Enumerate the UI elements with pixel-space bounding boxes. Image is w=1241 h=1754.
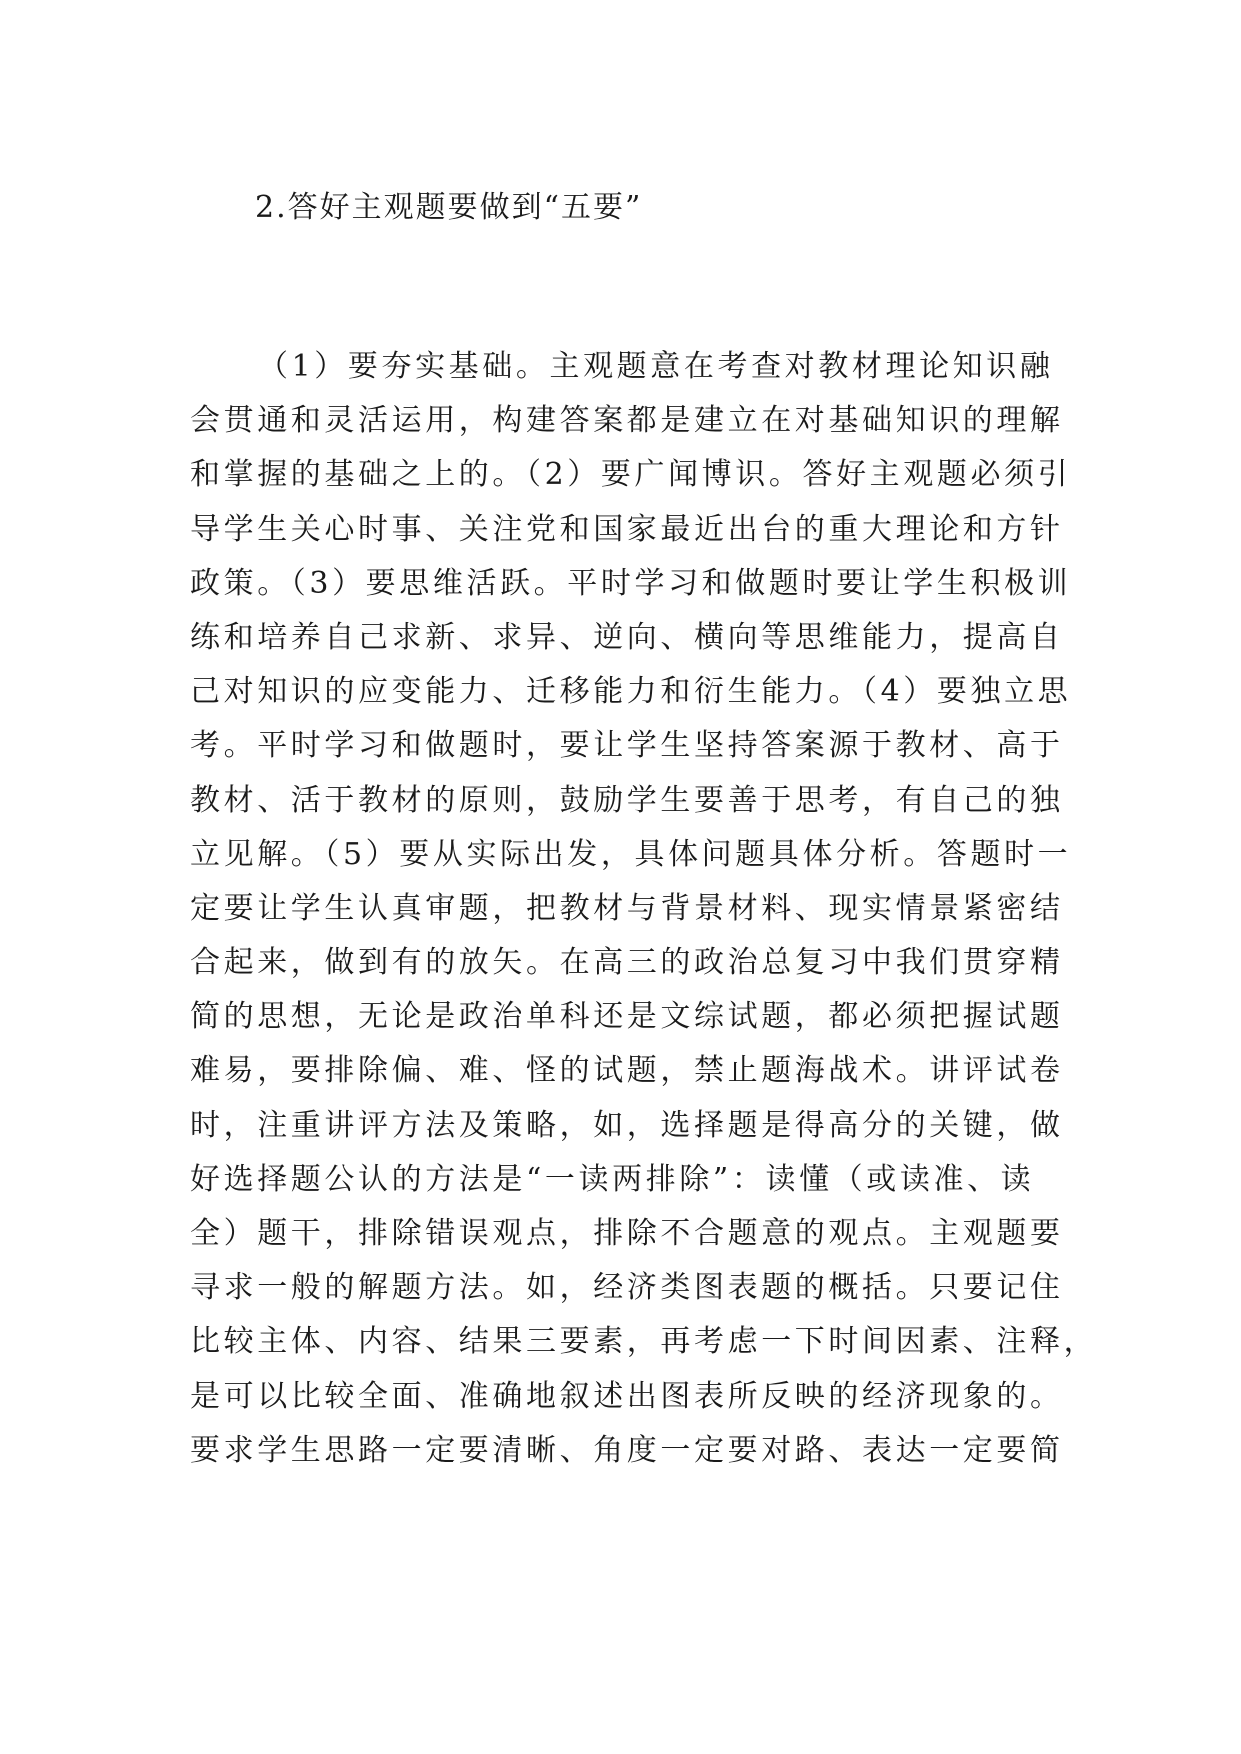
paragraph-line: 要求学生思路一定要清晰、角度一定要对路、表达一定要简 <box>190 1432 1064 1468</box>
paragraph-line: 练和培养自己求新、求异、逆向、横向等思维能力，提高自 <box>190 619 1064 655</box>
paragraph-line: 考。平时学习和做题时，要让学生坚持答案源于教材、高于 <box>190 728 1064 764</box>
paragraph-line: 简的思想，无论是政治单科还是文综试题，都必须把握试题 <box>190 999 1064 1035</box>
paragraph-line: （1）要夯实基础。主观题意在考查对教材理论知识融 <box>258 349 1054 384</box>
paragraph-line: 比较主体、内容、结果三要素，再考虑一下时间因素、注释， <box>190 1324 1098 1360</box>
paragraph-line: 导学生关心时事、关注党和国家最近出台的重大理论和方针 <box>190 511 1064 547</box>
paragraph-line: 会贯通和灵活运用，构建答案都是建立在对基础知识的理解 <box>190 403 1064 439</box>
paragraph-line: 和掌握的基础之上的。（2）要广闻博识。答好主观题必须引 <box>190 457 1072 493</box>
paragraph-line: 定要让学生认真审题，把教材与背景材料、现实情景紧密结 <box>190 890 1064 926</box>
paragraph-line: 全）题干，排除错误观点，排除不合题意的观点。主观题要 <box>190 1216 1064 1251</box>
paragraph-line: 时，注重讲评方法及策略，如，选择题是得高分的关键，做 <box>190 1107 1064 1143</box>
section-heading: 2.答好主观题要做到“五要” <box>255 190 643 225</box>
paragraph-line: 立见解。（5）要从实际出发，具体问题具体分析。答题时一 <box>190 836 1072 872</box>
paragraph-line: 是可以比较全面、准确地叙述出图表所反映的经济现象的。 <box>190 1378 1064 1414</box>
paragraph-line: 己对知识的应变能力、迁移能力和衍生能力。（4）要独立思 <box>190 674 1072 710</box>
paragraph-line: 好选择题公认的方法是“一读两排除”：读懂（或读准、读 <box>190 1161 1035 1197</box>
paragraph-line: 教材、活于教材的原则，鼓励学生要善于思考，有自己的独 <box>190 782 1064 818</box>
paragraph-line: 合起来，做到有的放矢。在高三的政治总复习中我们贯穿精 <box>190 945 1064 981</box>
paragraph-line: 寻求一般的解题方法。如，经济类图表题的概括。只要记住 <box>190 1270 1064 1306</box>
paragraph-line: 难易，要排除偏、难、怪的试题，禁止题海战术。讲评试卷 <box>190 1053 1064 1089</box>
paragraph-line: 政策。（3）要思维活跃。平时学习和做题时要让学生积极训 <box>190 565 1072 601</box>
body-paragraph <box>190 340 1098 1478</box>
